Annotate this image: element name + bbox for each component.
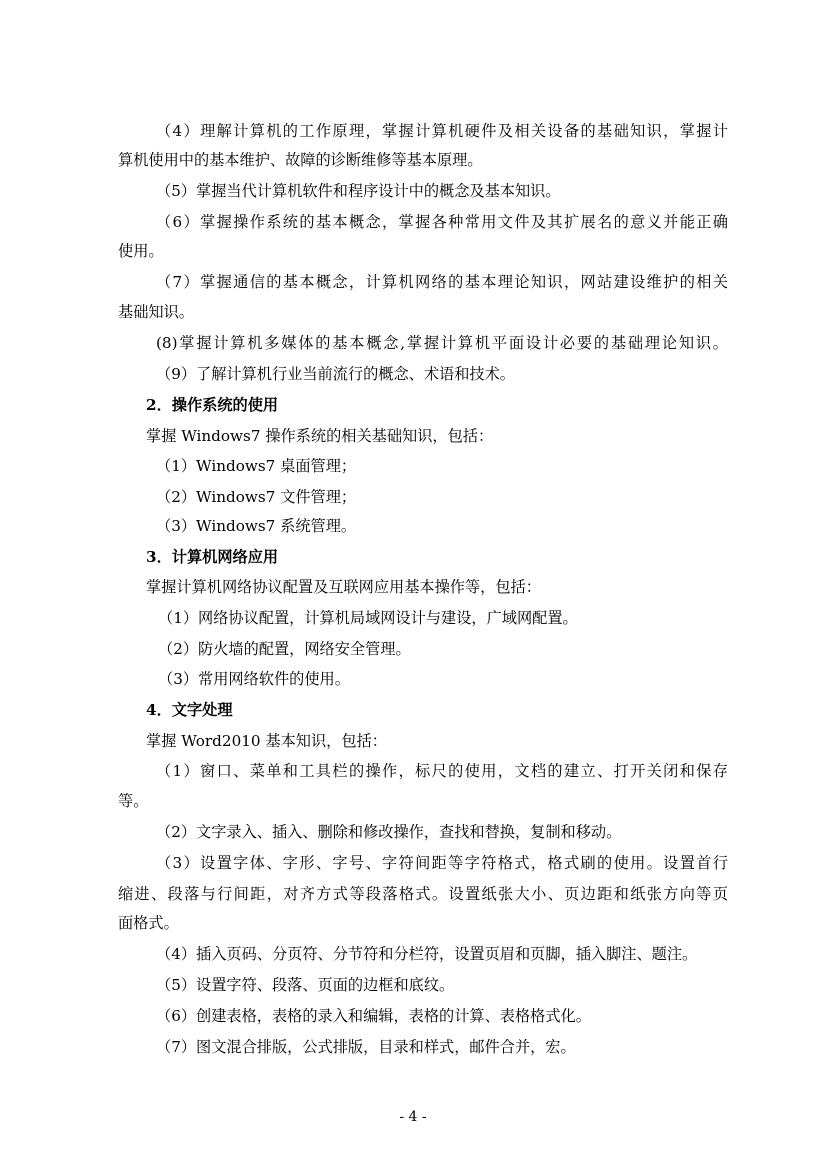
list-item: （2）Windows7 文件管理； xyxy=(156,488,357,506)
paragraph-line: 掌握计算机网络协议配置及互联网应用基本操作等，包括： xyxy=(146,578,541,596)
paragraph-line: （6）掌握操作系统的基本概念，掌握各种常用文件及其扩展名的意义并能正确 xyxy=(156,213,728,231)
paragraph-line: 基础知识。 xyxy=(118,303,194,321)
list-item: （1）Windows7 桌面管理； xyxy=(156,457,357,475)
paragraph-line: 算机使用中的基本维护、故障的诊断维修等基本原理。 xyxy=(118,151,483,169)
list-item: （3）常用网络软件的使用。 xyxy=(158,670,350,688)
paragraph-line: 掌握 Word2010 基本知识，包括： xyxy=(146,732,387,750)
list-item: （1）窗口、菜单和工具栏的操作，标尺的使用，文档的建立、打开关闭和保存 xyxy=(156,762,728,780)
list-item: （3）Windows7 系统管理。 xyxy=(156,517,357,535)
section-heading-word: 4．文字处理 xyxy=(146,701,233,719)
section-heading-network: 3．计算机网络应用 xyxy=(146,548,279,566)
section-heading-os: 2．操作系统的使用 xyxy=(146,396,279,414)
paragraph-line: （7）掌握通信的基本概念，计算机网络的基本理论知识，网站建设维护的相关 xyxy=(156,273,728,291)
paragraph-line: （5）掌握当代计算机软件和程序设计中的概念及基本知识。 xyxy=(156,182,561,200)
list-item: （2）文字录入、插入、删除和修改操作，查找和替换，复制和移动。 xyxy=(156,823,622,841)
paragraph-line: 缩进、段落与行间距，对齐方式等段落格式。设置纸张大小、页边距和纸张方向等页 xyxy=(118,885,728,903)
list-item: （1）网络协议配置，计算机局域网设计与建设，广域网配置。 xyxy=(158,609,578,627)
list-item: （2）防火墙的配置，网络安全管理。 xyxy=(158,640,411,658)
paragraph-line: （9）了解计算机行业当前流行的概念、术语和技术。 xyxy=(156,365,515,383)
paragraph-line: （4）理解计算机的工作原理，掌握计算机硬件及相关设备的基础知识，掌握计 xyxy=(156,122,728,140)
paragraph-line: 等。 xyxy=(118,792,149,810)
paragraph-line: 掌握 Windows7 操作系统的相关基础知识，包括： xyxy=(146,427,494,445)
list-item: （4）插入页码、分页符、分节符和分栏符，设置页眉和页脚，插入脚注、题注。 xyxy=(156,945,698,963)
list-item: （3）设置字体、字形、字号、字符间距等字符格式，格式刷的使用。设置首行 xyxy=(156,854,728,872)
page-number: - 4 - xyxy=(399,1109,427,1125)
paragraph-line: (8)掌握计算机多媒体的基本概念,掌握计算机平面设计必要的基础理论知识。 xyxy=(156,334,728,352)
list-item: （6）创建表格，表格的录入和编辑，表格的计算、表格格式化。 xyxy=(156,1007,591,1025)
list-item: （7）图文混合排版，公式排版，目录和样式，邮件合并，宏。 xyxy=(156,1038,576,1056)
paragraph-line: 使用。 xyxy=(118,242,164,260)
paragraph-line: 面格式。 xyxy=(118,914,179,932)
list-item: （5）设置字符、段落、页面的边框和底纹。 xyxy=(156,976,455,994)
